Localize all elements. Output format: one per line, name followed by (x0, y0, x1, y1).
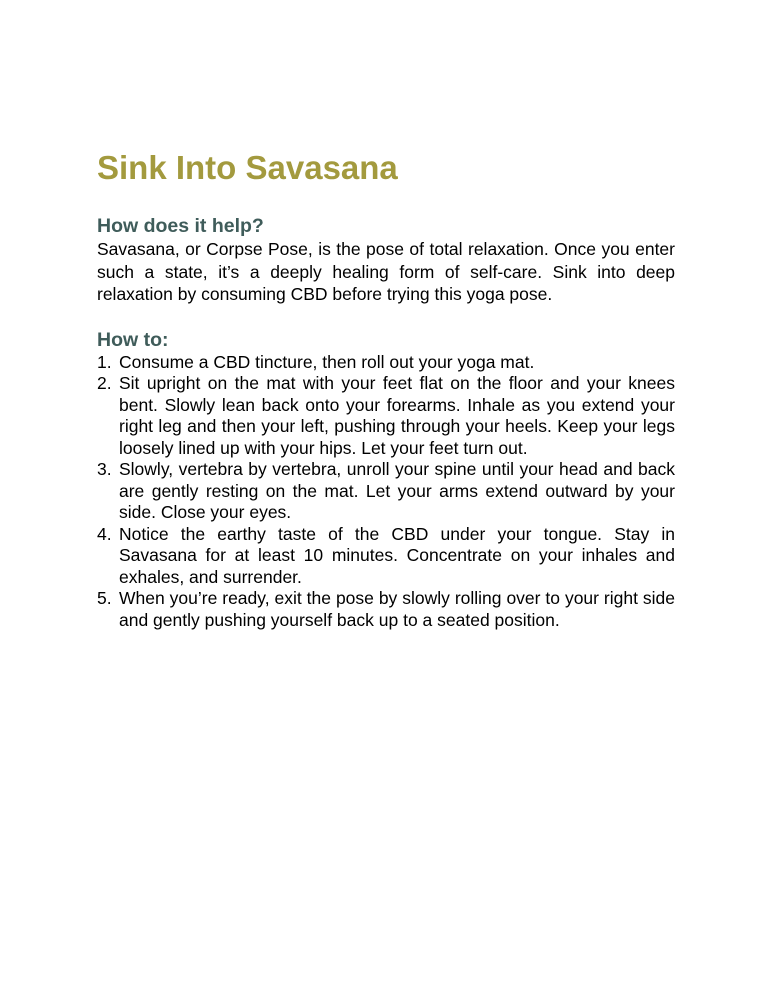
howto-steps-list (97, 352, 675, 632)
step-number: 4. (97, 523, 112, 544)
step-item (97, 373, 675, 459)
step-item (97, 352, 675, 374)
document-page (97, 148, 675, 631)
step-number: 3. (97, 459, 112, 479)
step-text: Slowly, vertebra by vertebra, unroll your spine until your head and back are gently resting on the mat. Let your arms extend outward by your side. Close your eyes. (119, 459, 675, 522)
step-item (97, 588, 675, 631)
howto-heading: How to: (97, 328, 169, 351)
step-text: Notice the earthy taste of the CBD under your tongue. Stay in Savasana for at least 10 minutes. Concentrate on your inhales and exhales, and surrender. (119, 523, 675, 587)
step-text: Consume a CBD tincture, then roll out your yoga mat. (119, 351, 535, 372)
step-text: When you’re ready, exit the pose by slowly rolling over to your right side and gently pushing yourself back up to a seated position. (119, 588, 675, 630)
step-number: 5. (97, 588, 112, 608)
step-number: 2. (97, 373, 112, 393)
step-item (97, 524, 675, 589)
help-paragraph: Savasana, or Corpse Pose, is the pose of total relaxation. Once you enter such a state, it’s a deeply healing form of self-care. Sink into deep relaxation by consuming CBD before trying this yoga pose. (97, 239, 675, 304)
step-item (97, 459, 675, 524)
step-number: 1. (97, 351, 112, 372)
step-text: Sit upright on the mat with your feet flat on the floor and your knees bent. Slowly lean back onto your forearms. Inhale as you extend your right leg and then your left, pushing through your heels. Keep your legs loosely lined up with your hips. Let your feet turn out. (119, 373, 675, 458)
page-title: Sink Into Savasana (97, 149, 398, 186)
help-heading: How does it help? (97, 215, 264, 237)
